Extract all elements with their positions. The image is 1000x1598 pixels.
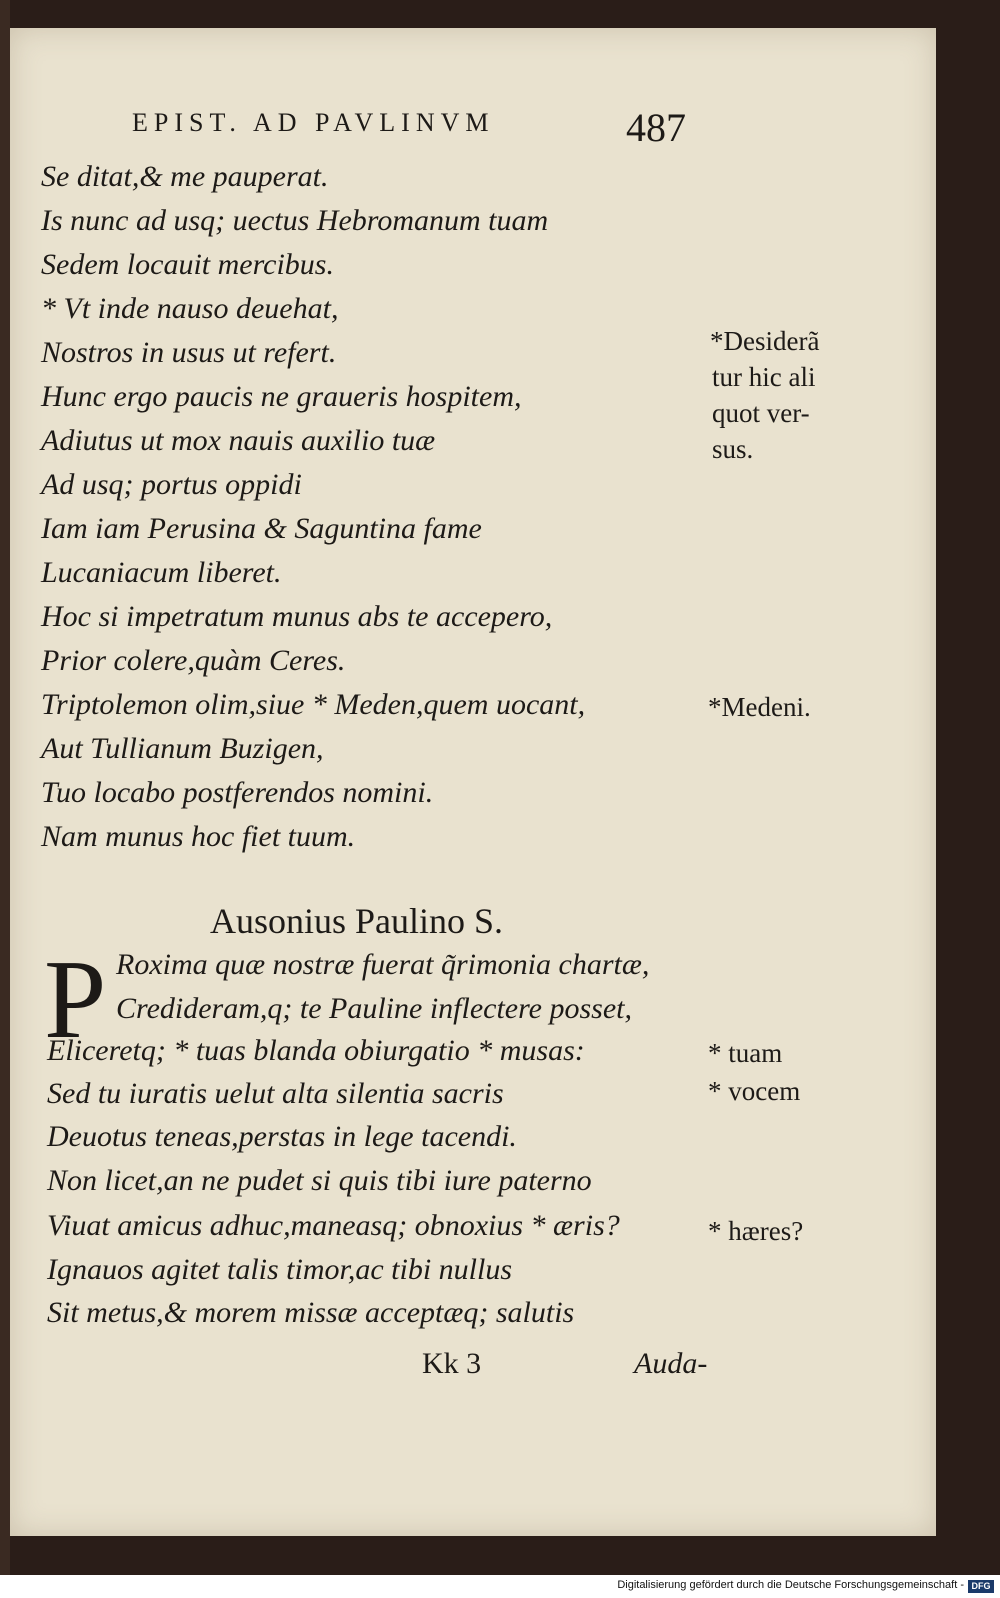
poem-line: Lucaniacum liberet. bbox=[41, 556, 282, 589]
poem-line: Triptolemon olim,siue * Meden,quem uocant, bbox=[41, 688, 586, 721]
margin-note-haeres: * hæres? bbox=[708, 1216, 804, 1246]
poem-line: Ignauos agitet talis timor,ac tibi nullus bbox=[47, 1253, 513, 1286]
poem-line: Sed tu iuratis uelut alta silentia sacris bbox=[47, 1077, 504, 1110]
poem-line: Se ditat,& me pauperat. bbox=[41, 160, 329, 193]
poem-line: Sedem locauit mercibus. bbox=[41, 248, 334, 281]
margin-note-vocem: * vocem bbox=[708, 1076, 801, 1106]
poem-line: Aut Tullianum Buzigen, bbox=[41, 732, 324, 765]
poem-line: Non licet,an ne pudet si quis tibi iure paterno bbox=[47, 1164, 592, 1197]
margin-note-medeni: *Medeni. bbox=[708, 692, 811, 722]
poem-line: Ad usq; portus oppidi bbox=[41, 468, 302, 501]
footer-credit: Digitalisierung gefördert durch die Deutsche Forschungsgemeinschaft - bbox=[617, 1579, 964, 1591]
margin-note-desideratur: sus. bbox=[712, 434, 754, 464]
signature-mark: Kk 3 bbox=[422, 1347, 482, 1380]
poem-line: Hunc ergo paucis ne graueris hospitem, bbox=[41, 380, 522, 413]
poem-line: Iam iam Perusina & Saguntina fame bbox=[41, 512, 482, 545]
poem-line: * Vt inde nauso deuehat, bbox=[41, 292, 339, 325]
poem-line: Deuotus teneas,perstas in lege tacendi. bbox=[47, 1120, 517, 1153]
poem-line: Hoc si impetratum munus abs te accepero, bbox=[41, 600, 553, 633]
poem-line: Is nunc ad usq; uectus Hebromanum tuam bbox=[41, 204, 549, 237]
margin-note-tuam: * tuam bbox=[708, 1038, 783, 1068]
section-heading: Ausonius Paulino S. bbox=[210, 901, 504, 941]
poem-line: Credideram,q; te Pauline inflectere posset, bbox=[116, 992, 632, 1025]
page-number: 487 bbox=[626, 105, 686, 150]
poem-line: Eliceretq; * tuas blanda obiurgatio * musas: bbox=[47, 1034, 585, 1067]
dfg-logo-icon: DFG bbox=[968, 1580, 994, 1593]
running-head: EPIST. AD PAVLINVM bbox=[132, 108, 495, 137]
book-spine-edge bbox=[0, 0, 10, 1575]
poem-line: Sit metus,& morem missæ acceptæq; salutis bbox=[47, 1296, 575, 1329]
drop-cap: P bbox=[44, 938, 107, 1062]
margin-note-desideratur: tur hic ali bbox=[712, 362, 816, 392]
poem-line: Adiutus ut mox nauis auxilio tuæ bbox=[41, 424, 436, 457]
poem-line: Prior colere,quàm Ceres. bbox=[41, 644, 346, 677]
poem-line: Nam munus hoc fiet tuum. bbox=[41, 820, 356, 853]
poem-line: Tuo locabo postferendos nomini. bbox=[41, 776, 434, 809]
catchword: Auda- bbox=[634, 1347, 708, 1380]
margin-note-desideratur: quot ver- bbox=[712, 398, 810, 428]
poem-line: Roxima quæ nostræ fuerat q̃rimonia chartæ, bbox=[116, 948, 650, 981]
poem-line: Viuat amicus adhuc,maneasq; obnoxius * æris? bbox=[47, 1209, 620, 1242]
poem-line: Nostros in usus ut refert. bbox=[41, 336, 337, 369]
margin-note-desideratur: *Desiderã bbox=[710, 326, 820, 356]
